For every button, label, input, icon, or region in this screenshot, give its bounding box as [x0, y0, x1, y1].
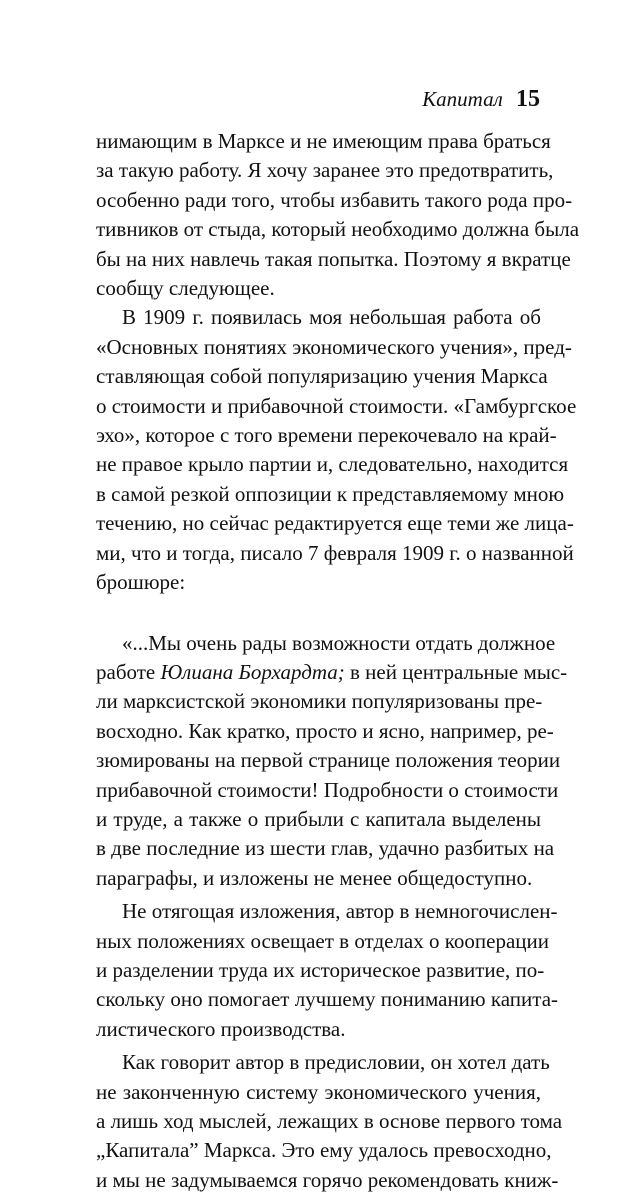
- text-line: «Основных понятиях экономического учения», пред-: [96, 334, 572, 359]
- text-line: Как говорит автор в предисловии, он хотел дать: [122, 1050, 550, 1075]
- text-line: за такую работу. Я хочу заранее это предотвратить,: [96, 158, 554, 183]
- text-line: и разделении труда их историческое развитие, по-: [96, 957, 545, 982]
- running-head-title: Капитал: [422, 87, 503, 111]
- text-line: „Капитала” Маркса. Это ему удалось превосходно,: [96, 1138, 552, 1163]
- text-line: в две последние из шести глав, удачно разбитых на: [96, 836, 555, 861]
- text-line: а лишь ход мыслей, лежащих в основе первого тома: [96, 1109, 563, 1133]
- text-line: прибавочной стоимости! Подробности о стоимости: [96, 777, 559, 802]
- block-spacer: [96, 598, 541, 629]
- paragraph-continuation: [96, 127, 580, 303]
- text-line: о стоимости и прибавочной стоимости. «Гамбургское: [96, 393, 577, 418]
- author-name: Юлиана Борхардта;: [160, 659, 345, 684]
- text-line: ми, что и тогда, писало 7 февраля 1909 г. о названной: [96, 540, 574, 565]
- text-line: эхо», которое с того времени перекочевало на край-: [96, 423, 557, 448]
- text-line: и труде, а также о прибыли с капитала выделены: [96, 806, 541, 831]
- paragraph: [96, 303, 577, 597]
- text-line: тивников от стыда, который необходимо должна была: [96, 217, 580, 242]
- text-line: бы на них навлечь такая попытка. Поэтому я вкратце: [96, 246, 571, 271]
- text-line: нимающим в Марксе и не имеющим права браться: [96, 129, 551, 153]
- text-line: ставляющая собой популяризацию учения Маркса: [96, 364, 548, 389]
- text-line: зюмированы на первой странице положения теории: [96, 748, 561, 773]
- text-line: не законченную систему экономического учения,: [96, 1079, 541, 1104]
- text-line: скольку оно помогает лучшему пониманию капита-: [96, 987, 559, 1012]
- text-line: «...Мы очень рады возможности отдать должное: [122, 630, 556, 655]
- text-line: восходно. Как кратко, просто и ясно, например, ре-: [96, 718, 554, 743]
- text-line: листического производства.: [96, 1016, 346, 1041]
- text-line: особенно ради того, чтобы избавить такого рода про-: [96, 187, 573, 212]
- text-line-with-name: [96, 658, 568, 687]
- text-line: ли марксистской экономики популяризованы пре-: [96, 689, 543, 714]
- body-text: [96, 127, 580, 1195]
- text-line: ных положениях освещает в отделах о кооперации: [96, 928, 549, 953]
- page-number: 15: [516, 86, 540, 112]
- quote-paragraph: [96, 1048, 563, 1195]
- text-fragment: работе: [96, 659, 161, 684]
- quote-paragraph: [96, 629, 568, 894]
- text-line: в самой резкой оппозиции к представляемому мною: [96, 481, 565, 506]
- running-head: [422, 86, 540, 113]
- text-line: В 1909 г. появилась моя небольшая работа об: [122, 305, 541, 330]
- text-line: параграфы, и изложены не менее общедоступно.: [96, 865, 533, 890]
- text-line: брошюре:: [96, 570, 186, 595]
- quote-paragraph: [96, 897, 559, 1044]
- text-line: течению, но сейчас редактируется еще теми же лица-: [96, 511, 574, 536]
- text-line: Не отягощая изложения, автор в немногочислен-: [122, 899, 558, 924]
- text-line: сообщу следующее.: [96, 276, 275, 301]
- text-line: и мы не задумываемся горячо рекомендовать книж-: [96, 1167, 559, 1192]
- text-line: не правое крыло партии и, следовательно, находится: [96, 452, 569, 477]
- text-fragment: в ней центральные мыс-: [344, 659, 568, 684]
